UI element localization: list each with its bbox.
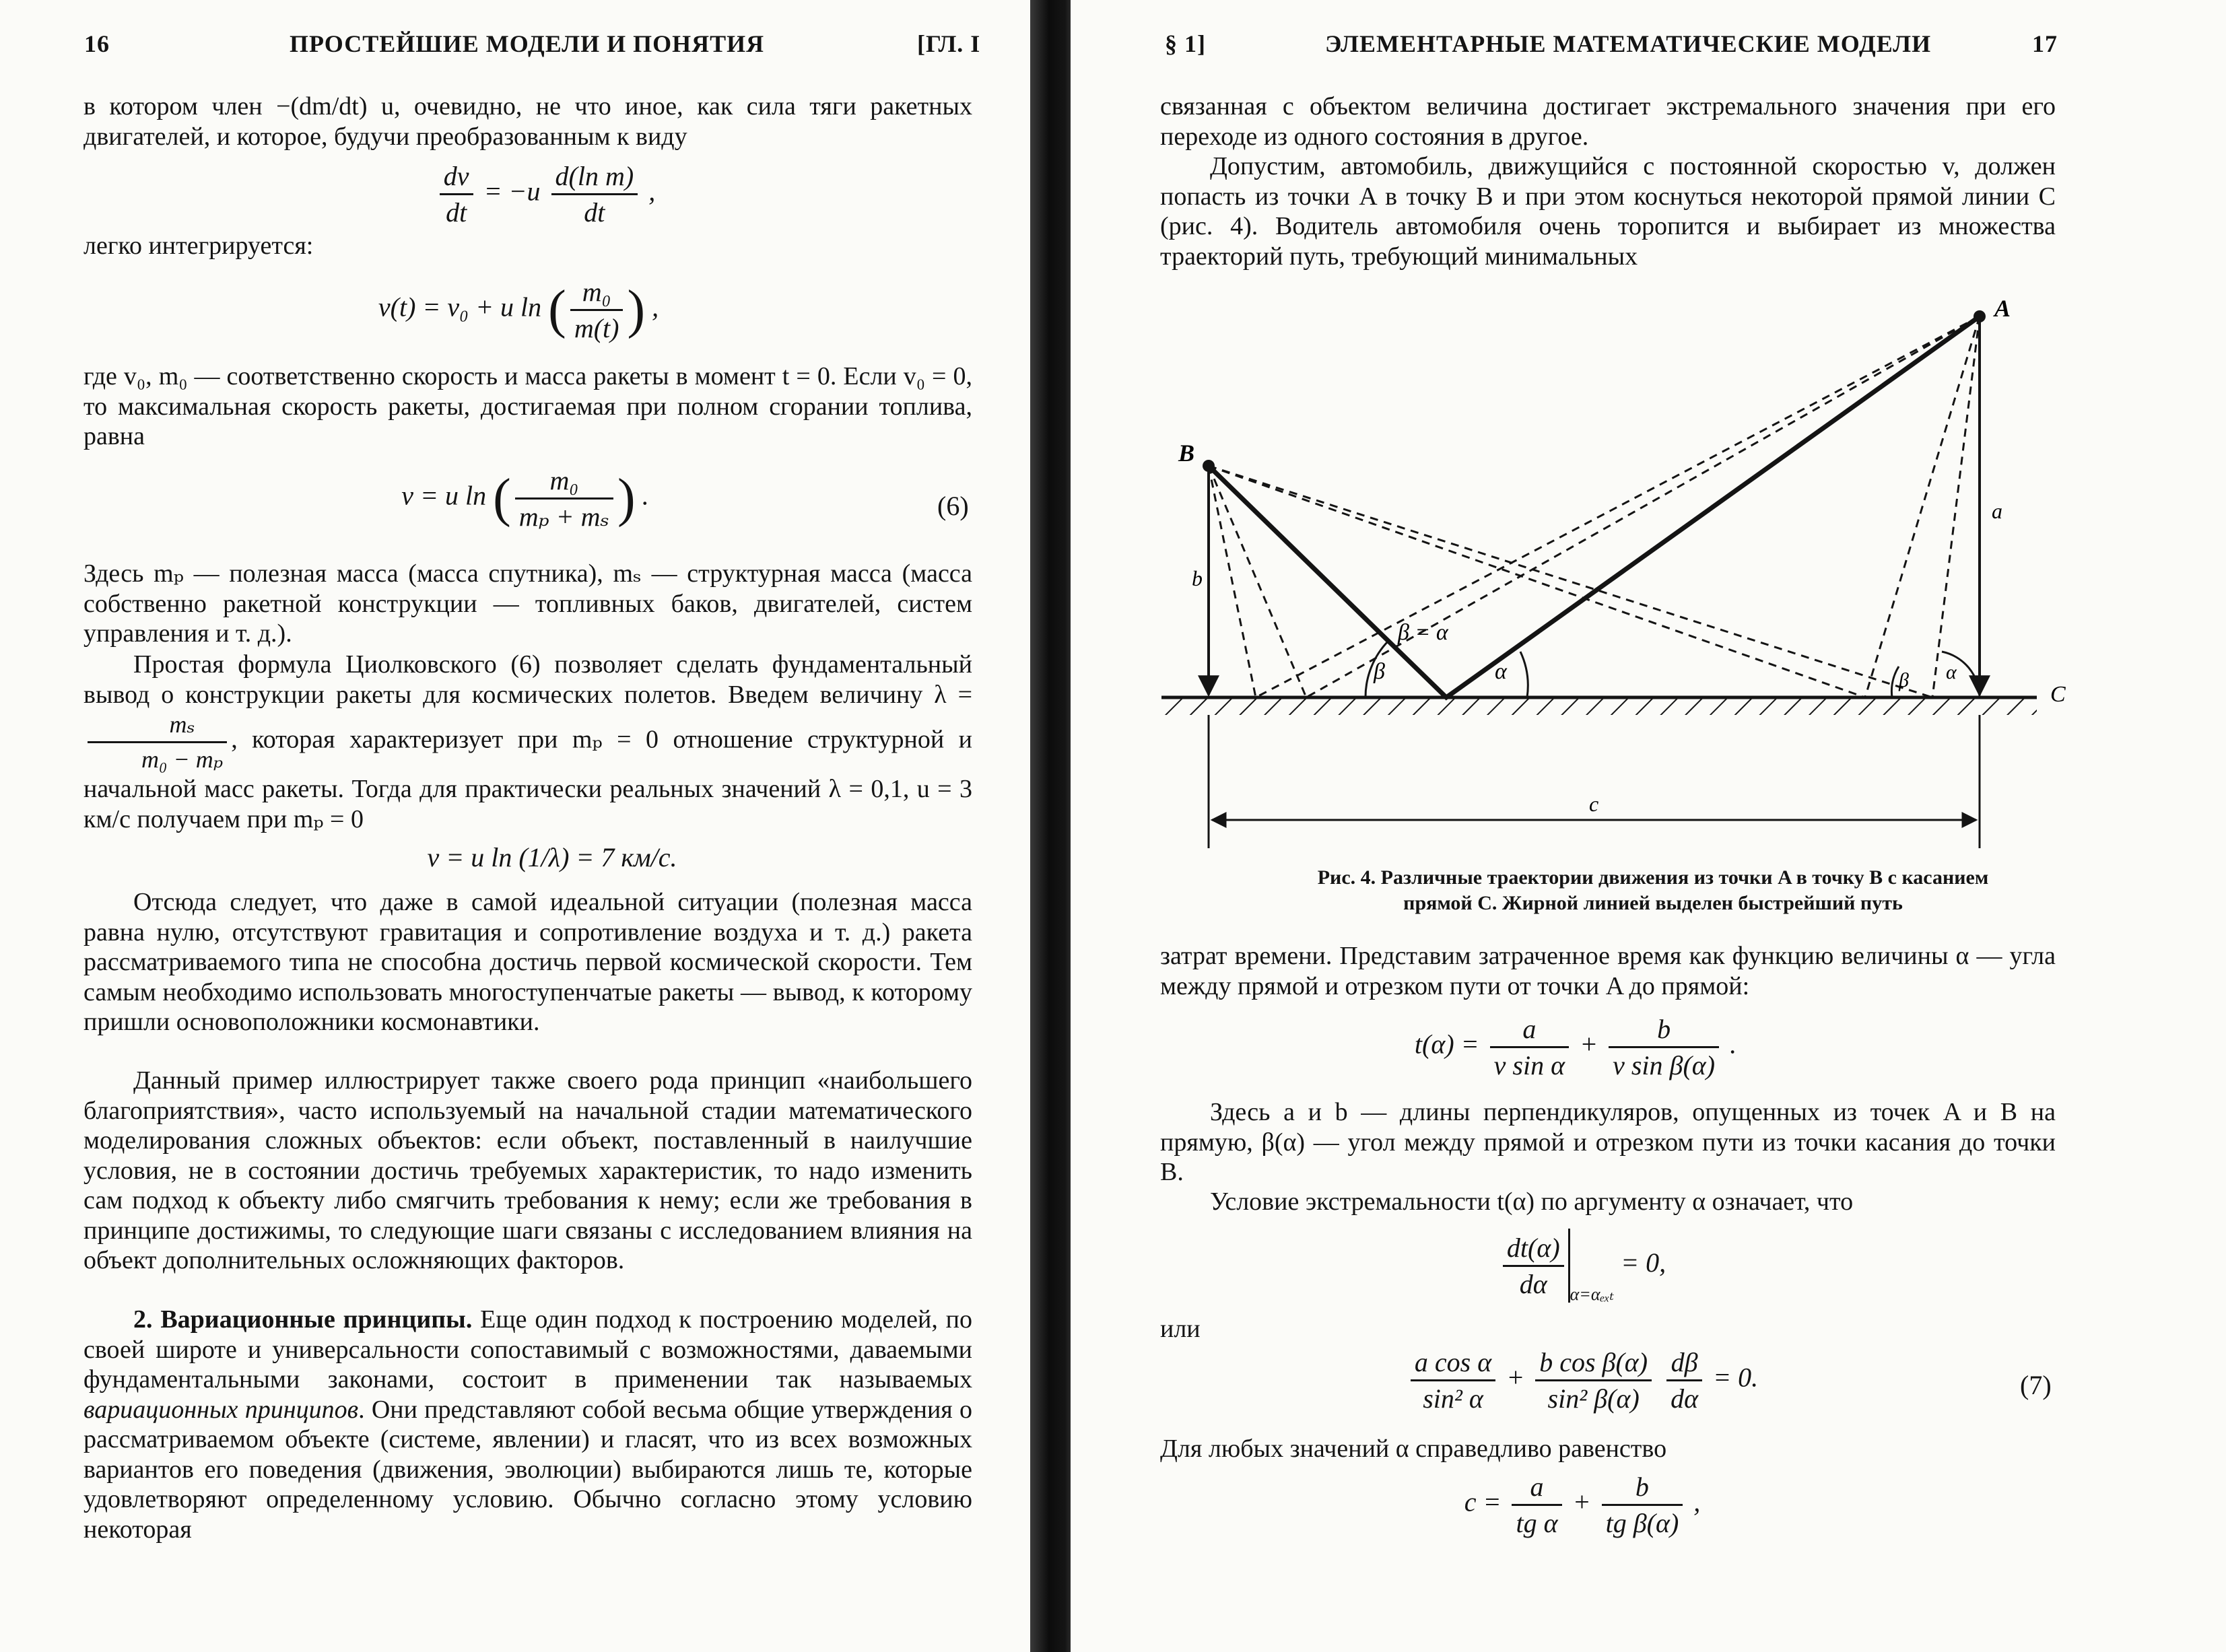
equation-number-7: (7) — [2020, 1370, 2052, 1400]
angle-arc-beta-right — [1891, 666, 1899, 697]
label-b-length: b — [1192, 566, 1203, 590]
equation-6: v = u ln ( $\frac{\text{m₀}}{\text{mₚ + mₛ}}$ ) . — [401, 465, 649, 532]
equation-extremum-condition: $\frac{dt(\alpha)}{d\alpha}$ $_{\alpha=\alpha_{ext}}$ = 0, — [1421, 1229, 1744, 1305]
left-running-title: ПРОСТЕЙШИЕ МОДЕЛИ И ПОНЯТИЯ — [290, 30, 765, 57]
left-paragraph-7: Данный пример иллюстрирует также своего рода принцип «наибольшего благоприятствия», часто используемый на начальной стадии математического моделирования сложных объектов: если объект, поставленный в наилучшие условия, не в состоянии достичь требуемых характеристик, то надо изменить сам подход к объекту либо смягчить требования к нему; если же требования в принципе достижимы, то следующие шаги связаны с исследованием влияния на объект дополнительных осложняющих факторов. — [83, 1066, 972, 1274]
caption-line-2: прямой C. Жирной линией выделен быстрейший путь — [1403, 892, 1903, 914]
right-section-marker: § 1] — [1165, 30, 1206, 57]
label-c-length: c — [1589, 792, 1599, 816]
right-page-number: 17 — [2032, 30, 2058, 57]
figure-4-caption — [1138, 865, 2168, 916]
label-beta-left: β — [1374, 659, 1385, 684]
left-paragraph-2: легко интегрируется: — [83, 232, 314, 260]
right-paragraph-3: затрат времени. Представим затраченное время как функцию величины α — угла между прямой и отрезком пути от точки A до прямой: — [1160, 942, 2056, 1000]
equation-7: $\frac{\text{a cos α}}{\text{sin² α}}$ + $\frac{\text{b cos β(α)}}{\text{sin² β(α)}}$ $\frac{d\beta}{d\alpha}$ = 0. — [1326, 1346, 1838, 1414]
label-beta-equals-alpha: β = α — [1398, 620, 1448, 645]
equation-time-alpha: t(α) = $\frac{a}{\text{v sin α}}$ + $\frac{b}{\text{v sin β(α)}}$ . — [1414, 1014, 1737, 1080]
label-alpha-right: α — [1946, 661, 1957, 683]
figure-4-trajectories — [1145, 289, 2107, 862]
ground-hatching — [1161, 697, 2037, 715]
label-a-length: a — [1992, 499, 2002, 523]
section-heading-variational-principles: 2. Вариационные принципы. — [133, 1305, 473, 1334]
left-page — [0, 0, 1050, 1652]
equation-velocity-time: v(t) = v₀ + u ln ( $\frac{\text{m₀}}{m(t)}$ ) , — [378, 277, 659, 343]
left-chapter-marker: [ГЛ. I — [917, 30, 981, 57]
caption-line-1: Рис. 4. Различные траектории движения из точки A в точку B с касанием — [1317, 866, 1989, 889]
label-beta-right: β — [1899, 669, 1909, 691]
left-paragraph-6: Отсюда следует, что даже в самой идеальной ситуации (полезная масса равна нулю, отсутствуют гравитация и сопротивление воздуха и т. д.) ракета рассматриваемого типа не способна достичь первой космической скорости. Тем самым необходимо использовать многоступенчатые ракеты — вывод, к которому пришли основоположники космонавтики. — [83, 888, 972, 1036]
left-paragraph-1: в котором член −(dm/dt) u, очевидно, не что иное, как сила тяги ракетных двигателей, и которое, будучи преобразованным к виду — [83, 92, 972, 151]
point-a — [1974, 310, 1986, 322]
label-alpha-left: α — [1495, 659, 1507, 684]
left-page-number: 16 — [84, 30, 110, 57]
left-paragraph-8: 2. Вариационные принципы. Еще один подход к построению моделей, по своей широте и универсальности сопоставимый с возможностями, даваемыми фундаментальными законами, состоит в применении так называемых вариационных принципов. Они представляют собой весьма общие утверждения о рассматриваемом объекте (системе, явлении) и гласят, что из всех возможных вариантов его поведения (движения, эволюции) выбираются лишь те, которые удовлетворяют определенному условию. Обычно согласно этому условию некоторая — [83, 1305, 972, 1544]
right-paragraph-5: Условие экстремальности t(α) по аргументу α означает, что — [1210, 1188, 1854, 1216]
fastest-path — [1209, 316, 1980, 697]
label-point-b: B — [1178, 440, 1195, 467]
label-point-a: A — [1994, 295, 2011, 322]
right-paragraph-2: Допустим, автомобиль, движущийся с постоянной скоростью v, должен попасть из точки A в точку B и при этом коснуться некоторой прямой линии C (рис. 4). Водитель автомобиля очень торопится и выбирает из множества траекторий путь, требующий минимальных — [1160, 152, 2056, 271]
left-paragraph-5: Простая формула Циолковского (6) позволяет сделать фундаментальный вывод о конструкции ракеты для космических полетов. Введем величину λ = $\frac{\text{mₛ}}{\text{m₀ − mₚ}}$ , которая характеризует при mₚ = 0 отношение структурной и начальной масс ракеты. Тогда для практически реальных значений λ = 0,1, u = 3 км/с получаем при mₚ = 0 — [83, 650, 972, 833]
right-paragraph-1: связанная с объектом величина достигает экстремального значения при его переходе из одного состояния в другое. — [1160, 92, 2056, 151]
left-paragraph-4: Здесь mₚ — полезная масса (масса спутника), mₛ — структурная масса (масса собственно ракетной конструкции — топливных баков, двигателей, систем управления и т. д.). — [83, 559, 972, 648]
right-paragraph-7: Для любых значений α справедливо равенство — [1160, 1435, 1667, 1463]
point-b — [1203, 460, 1215, 472]
right-paragraph-6: или — [1160, 1315, 1201, 1343]
angle-arc-alpha — [1520, 652, 1528, 697]
right-page — [1071, 0, 2226, 1652]
equation-c-sum: c = $\frac{a}{\text{tg α}}$ + $\frac{b}{\text{tg β(α)}}$ , — [1464, 1472, 1701, 1538]
right-paragraph-4: Здесь a и b — длины перпендикуляров, опущенных из точек A и B на прямую, β(α) — угол между прямой и отрезком пути из точки касания до точки B. — [1160, 1098, 2056, 1186]
equation-dv-dt: $\frac{dv}{dt}$ = −u $\frac{\text{d(ln m)}}{dt}$ , — [377, 160, 714, 228]
equation-lambda-value: v = u ln (1/λ) = 7 км/с. — [427, 842, 677, 872]
label-c-line: C — [2050, 682, 2066, 707]
equation-number-6: (6) — [937, 491, 969, 521]
left-paragraph-3: где v₀, m₀ — соответственно скорость и масса ракеты в момент t = 0. Если v₀ = 0, то максимальная скорость ракеты, достигаемая при полном сгорании топлива, равна — [83, 362, 972, 450]
alternative-trajectories — [1209, 316, 1980, 697]
right-running-title: ЭЛЕМЕНТАРНЫЕ МАТЕМАТИЧЕСКИЕ МОДЕЛИ — [1325, 30, 1932, 57]
